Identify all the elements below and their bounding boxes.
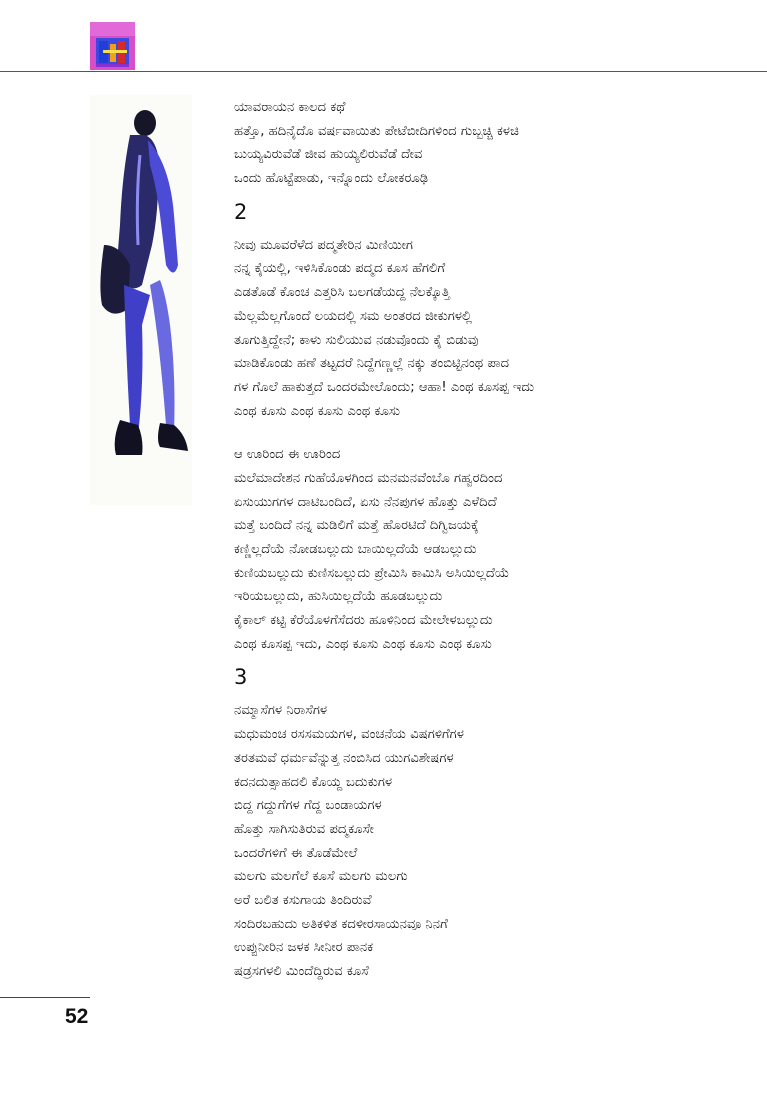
page-number: 52 xyxy=(65,1005,89,1028)
poem-line: ಮಲಗು ಮಲಗೆಲೆ ಕೂಸೆ ಮಲಗು ಮಲಗು xyxy=(234,869,408,885)
poem-line: ನನ್ನ ಕೈಯಲ್ಲಿ, ಇಳಿಸಿಕೊಂಡು ಪದ್ಮದ ಕೂಸ ಹೆಗಲಿಗೆ xyxy=(234,261,446,277)
header-rule xyxy=(0,71,767,72)
poem-line: ಎಂಥ ಕೂಸು ಎಂಥ ಕೂಸು ಎಂಥ ಕೂಸು xyxy=(234,403,401,419)
poem-line: ಬುಯ್ಯವಿರುವೆಡೆ ಜೀವ ಹುಯ್ಯಲಿರುವೆಡೆ ದೇವ xyxy=(234,147,423,163)
poem-line: ಕದನದುತ್ಸಾಹದಲಿ ಕೊಯ್ದ ಬದುಕುಗಳ xyxy=(234,774,393,790)
poem-line: ಯಾವರಾಯನ ಕಾಲದ ಕಥೆ xyxy=(234,100,346,115)
poem-line: ಷಡ್ರಸಗಳಲಿ ಮಿಂದೆದ್ದಿರುವ ಕೂಸೆ xyxy=(234,964,369,979)
poem-line: ಒಂದು ಹೊಟ್ಟೆಪಾಡು, ಇನ್ನೊಂದು ಲೋಕರೂಢಿ xyxy=(234,171,429,187)
poem-line: ನಮ್ಮಾಸೆಗಳ ನಿರಾಸೆಗಳ xyxy=(234,703,328,719)
poem-line: ಒಂದರೆಗಳಿಗೆ ಈ ತೊಡೆಮೇಲೆ xyxy=(234,845,358,861)
stanza-3 xyxy=(234,443,754,656)
poem-line: ಅರೆ ಬಲಿತ ಕಸುಗಾಯ ತಿಂದಿರುವೆ xyxy=(234,892,372,908)
stanza-1 xyxy=(234,96,754,191)
poem-line: ಕುಣಿಯಬಲ್ಲುದು ಕುಣಿಸಬಲ್ಲುದು ಪ್ರೇಮಿಸಿ ಕಾಮಿಸಿ ಅಸಿಯಿಲ್ಲದೆಯೆ xyxy=(234,565,510,581)
walking-figure-illustration xyxy=(90,95,192,505)
poem-line: ಸಂದಿರಬಹುದು ಅತಿಕಳಿತ ಕದಳೀರಸಾಯನವೂ ನಿನಗೆ xyxy=(234,916,448,932)
poem-line: ಬಿದ್ದ ಗದ್ದುಗೆಗಳ ಗೆದ್ದ ಬಂಡಾಯಗಳ xyxy=(234,798,382,814)
poem-line: ಎಂಥ ಕೂಸಪ್ಪ ಇದು, ಎಂಥ ಕೂಸು ಎಂಥ ಕೂಸು ಎಂಥ ಕೂಸು xyxy=(234,636,492,652)
poem-line: ಎಡತೊಡೆ ಕೊಂಚ ಎತ್ತರಿಸಿ ಬಲಗಡೆಯದ್ದ ನೆಲಕ್ಕೊತ್ತಿ xyxy=(234,285,450,301)
poem-line: ಮತ್ತೆ ಬಂದಿದೆ ನನ್ನ ಮಡಿಲಿಗೆ ಮತ್ತೆ ಹೊರಟಿದೆ ದಿಗ್ವಿಜಯಕ್ಕೆ xyxy=(234,518,479,534)
poem-line: ಮೆಲ್ಲಮೆಲ್ಲಗೊಂದೆ ಲಯದಲ್ಲಿ ಸಮ ಅಂತರದ ಜೀಕುಗಳಲ್ಲಿ xyxy=(234,308,473,324)
poem-line: ಮಾಡಿಕೊಂಡು ಹಣೆ ತಟ್ಟದರೆ ನಿದ್ದೆಗಣ್ಣಲ್ಲೆ ನಕ್ಕು ತಂಬಿಟ್ಟಿನಂಥ ಪಾದ xyxy=(234,356,510,372)
section-number: 3 xyxy=(234,665,248,690)
poem-line: ಗಳ ಗೊಲೆ ಹಾಕುತ್ತದೆ ಒಂದರಮೇಲೊಂದು; ಆಹಾ! ಎಂಥ ಕೂಸಪ್ಪ ಇದು xyxy=(234,379,535,395)
poem-line: ನೀವು ಮೂವರೆಳೆದ ಪದ್ಮತೇರಿನ ಮಿಣಿಯೀಗ xyxy=(234,237,414,253)
poem-line: ಹತ್ತೊ, ಹದಿನೈದೊ ವರ್ಷವಾಯಿತು ಪೇಟೆಬೀದಿಗಳಿಂದ ಗುಬ್ಬಚ್ಚಿ ಕಳಚಿ xyxy=(234,123,519,139)
poem-line: ಆ ಊರಿಂದ ಈ ಊರಿಂದ xyxy=(234,447,341,463)
poem-line: ಕಣ್ಣಿಲ್ಲದೆಯೆ ನೋಡಬಲ್ಲುದು ಬಾಯಿಲ್ಲದೆಯೆ ಆಡಬಲ್ಲುದು xyxy=(234,542,477,557)
poem-line: ಮಲೆಮಾದೇಶನ ಗುಹೆಯೊಳಗಿಂದ ಮನಮನವೆಂಬೊ ಗಹ್ವರದಿಂದ xyxy=(234,470,503,486)
poem-line: ತೂಗುತ್ತಿದ್ದೇನೆ; ಕಾಳು ಸುಲಿಯುವ ನಡುವೊಂದು ಕೈ ಬಿಡುವು xyxy=(234,332,479,348)
poem-line: ಏಸುಯುಗಗಳ ದಾಟಿಬಂದಿದೆ, ಏಸು ನೆನಪುಗಳ ಹೊತ್ತು ಎಳೆದಿದೆ xyxy=(234,494,497,510)
poem-line: ಮಧುಮಂಚ ರಸಸಮಯಗಳ, ವಂಚನೆಯ ವಿಷಗಳಿಗೆಗಳ xyxy=(234,727,464,743)
poem-line: ಹೊತ್ತು ಸಾಗಿಸುತಿರುವ ಪದ್ಮಕೂಸೇ xyxy=(234,821,374,837)
poem-text xyxy=(234,96,754,984)
stanza-2 xyxy=(234,234,754,424)
stanza-4 xyxy=(234,699,754,983)
section-number: 2 xyxy=(234,199,248,224)
footer-rule xyxy=(0,997,90,998)
magazine-logo xyxy=(90,22,135,70)
poem-line: ಕೈಕಾಲ್ ಕಟ್ಟಿ ಕೆರೆಯೊಳಗೆಸೆದರು ಹೂಳಿನಿಂದ ಮೇಲೇಳಬಲ್ಲುದು xyxy=(234,613,493,629)
poem-line: ಇರಿಯಬಲ್ಲುದು, ಹುಸಿಯಿಲ್ಲದೆಯೆ ಹೂಡಬಲ್ಲುದು xyxy=(234,589,443,605)
poem-line: ಉಪ್ಪುನೀರಿನ ಜಳಕ ಸೀನೀರ ಪಾನಕ xyxy=(234,940,374,956)
poem-line: ತರತಮವೆ ಧರ್ಮವೆನ್ನುತ್ತ ನಂಬಿಸಿದ ಯುಗವಿಶೇಷಗಳ xyxy=(234,750,454,766)
